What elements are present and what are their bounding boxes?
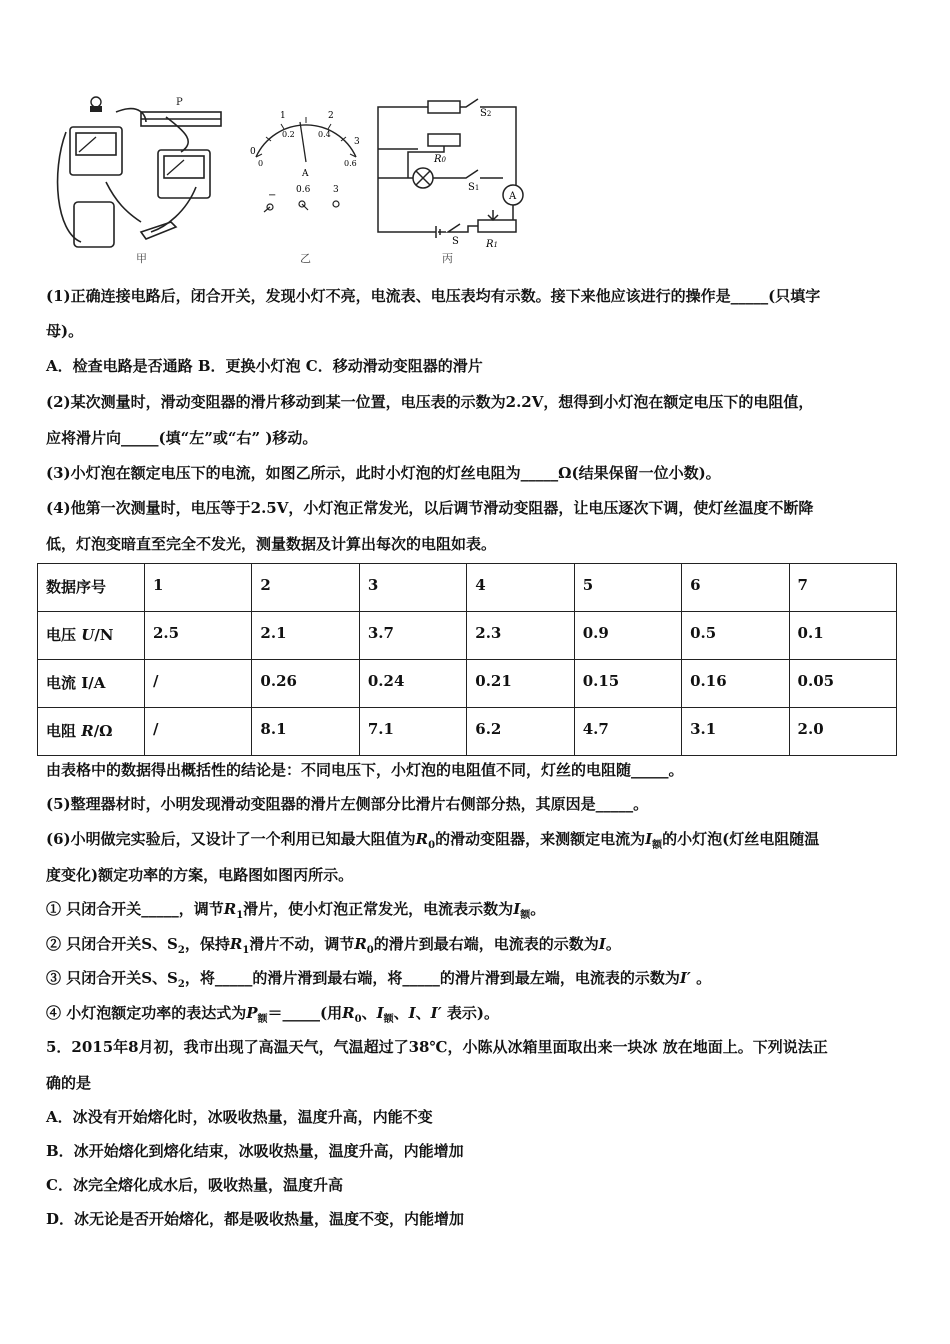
table-cell: 6: [682, 564, 789, 612]
terminal-06: 0.6: [296, 185, 311, 195]
q7-option-d: D．冰无论是否开始熔化，都是吸收热量，温度不变，内能增加: [46, 1210, 465, 1228]
table-cell: 0.26: [252, 660, 359, 708]
table-cell: 0.05: [789, 660, 896, 708]
table-row-label-voltage: 电压 U/N: [38, 612, 145, 660]
table-cell: 0.21: [467, 660, 574, 708]
q5-line1: (5)整理器材时，小明发现滑动变阻器的滑片左侧部分比滑片右侧部分热，其原因是_____。: [46, 795, 649, 813]
figure-yi-ammeter: [238, 92, 368, 267]
q6-line2: 度变化)额定功率的方案，电路图如图丙所示。: [46, 866, 354, 884]
label-s1: S1: [468, 182, 480, 193]
q2-line1: (2)某次测量时，滑动变阻器的滑片移动到某一位置，电压表的示数为2.2V，想得到小灯泡在额定电压下的电阻值，: [46, 393, 814, 411]
q6-step4: ④ 小灯泡额定功率的表达式为$P_额=\_\_\_\_\_$(用$R_0$、$I_额$、I、I′ 表示)。: [46, 1004, 499, 1025]
table-cell: 2.5: [145, 612, 252, 660]
q7-option-c: C．冰完全熔化成水后，吸收热量，温度升高: [46, 1176, 343, 1194]
table-cell: 4: [467, 564, 574, 612]
slider-label-p: P: [176, 97, 183, 108]
table-cell: 8.1: [252, 708, 359, 756]
table-cell: 2.3: [467, 612, 574, 660]
q7-option-b: B．冰开始熔化到熔化结束，冰吸收热量，温度升高，内能增加: [46, 1142, 464, 1160]
table-cell: 4.7: [574, 708, 681, 756]
label-s2: S2: [480, 108, 492, 119]
figure-bing-caption: 丙: [442, 252, 453, 265]
table-cell: 0.5: [682, 612, 789, 660]
table-cell: 0.15: [574, 660, 681, 708]
scale-lower-2: 0.4: [318, 130, 331, 139]
figure-row: [38, 92, 918, 272]
table-cell: 3.1: [682, 708, 789, 756]
figure-jia: [46, 92, 236, 267]
scale-lower-1: 0.2: [282, 130, 295, 139]
q7-line2: 确的是: [46, 1074, 92, 1092]
table-row: [38, 660, 897, 708]
scale-upper-3: 3: [354, 137, 360, 147]
table-row: [38, 708, 897, 756]
table-cell: 2.1: [252, 612, 359, 660]
table-row-label-current: 电流 I/A: [38, 660, 145, 708]
table-cell: 7: [789, 564, 896, 612]
table-cell: /: [145, 708, 252, 756]
q3-line1: (3)小灯泡在额定电压下的电流，如图乙所示，此时小灯泡的灯丝电阻为_____Ω(结果保留一位小数)。: [46, 464, 721, 482]
measurement-table: [37, 563, 897, 756]
table-row-label-resistance: 电阻 R/Ω: [38, 708, 145, 756]
table-cell: 2.0: [789, 708, 896, 756]
q1-options: A．检查电路是否通路 B．更换小灯泡 C．移动滑动变阻器的滑片: [46, 357, 483, 375]
q7-option-a: A．冰没有开始熔化时，冰吸收热量，温度升高，内能不变: [46, 1108, 433, 1126]
terminal-neg: −: [268, 190, 277, 201]
label-ammeter: A: [509, 191, 517, 202]
table-cell: 0.24: [359, 660, 466, 708]
label-s: S: [452, 236, 459, 247]
table-cell: 0.1: [789, 612, 896, 660]
figure-yi-caption: 乙: [300, 252, 311, 265]
q6-step2: ② 只闭合开关S、$S_2$，保持$R_1$滑片不动，调节$R_0$的滑片到最右端，电流表的示数为I。: [46, 935, 621, 956]
q7-line1: 5．2015年8月初，我市出现了高温天气，气温超过了38℃，小陈从冰箱里面取出来一块冰 放在地面上。下列说法正: [46, 1038, 828, 1056]
q6-step1: ① 只闭合开关_____，调节$R_1$滑片，使小灯泡正常发光，电流表示数为$I_额$。: [46, 900, 546, 921]
q1-line2: 母)。: [46, 322, 84, 340]
scale-lower-3: 0.6: [344, 159, 357, 168]
scale-upper-0: 0: [250, 147, 256, 157]
table-row: [38, 564, 897, 612]
q6-line1: (6)小明做完实验后，又设计了一个利用已知最大阻值为$R_0$的滑动变阻器，来测额定电流为$I_额$的小灯泡(灯丝电阻随温: [46, 830, 820, 851]
scale-lower-0: 0: [258, 159, 264, 168]
q6-step3: ③ 只闭合开关S、$S_2$，将_____的滑片滑到最右端，将_____的滑片滑到最左端，电流表的示数为I′ 。: [46, 969, 712, 990]
terminal-3: 3: [333, 185, 339, 195]
table-cell: /: [145, 660, 252, 708]
table-row: [38, 612, 897, 660]
table-cell: 5: [574, 564, 681, 612]
table-cell: 2: [252, 564, 359, 612]
figure-bing-circuit: [368, 92, 538, 267]
table-cell: 1: [145, 564, 252, 612]
table-cell: 3.7: [359, 612, 466, 660]
q1-line1: (1)正确连接电路后，闭合开关，发现小灯不亮，电流表、电压表均有示数。接下来他应该进行的操作是_____(只填字: [46, 287, 821, 305]
scale-upper-2: 2: [328, 111, 334, 121]
label-r0: R0: [434, 154, 446, 165]
table-cell: 0.16: [682, 660, 789, 708]
label-r1: R1: [486, 239, 498, 250]
table-cell: 6.2: [467, 708, 574, 756]
table-cell: 3: [359, 564, 466, 612]
table-cell: 7.1: [359, 708, 466, 756]
meter-unit: A: [302, 169, 309, 179]
q4-line1: (4)他第一次测量时，电压等于2.5V，小灯泡正常发光，以后调节滑动变阻器，让电压逐次下调，使灯丝温度不断降: [46, 499, 814, 517]
scale-upper-1: 1: [280, 111, 286, 121]
q4-line2: 低，灯泡变暗直至完全不发光，测量数据及计算出每次的电阻如表。: [46, 535, 497, 553]
table-header-cell: 数据序号: [38, 564, 145, 612]
q4-conclusion: 由表格中的数据得出概括性的结论是：不同电压下，小灯泡的电阻值不同，灯丝的电阻随_____。: [46, 761, 684, 779]
q2-line2: 应将滑片向_____(填“左”或“右” )移动。: [46, 429, 318, 447]
figure-jia-caption: 甲: [136, 252, 147, 265]
table-cell: 0.9: [574, 612, 681, 660]
